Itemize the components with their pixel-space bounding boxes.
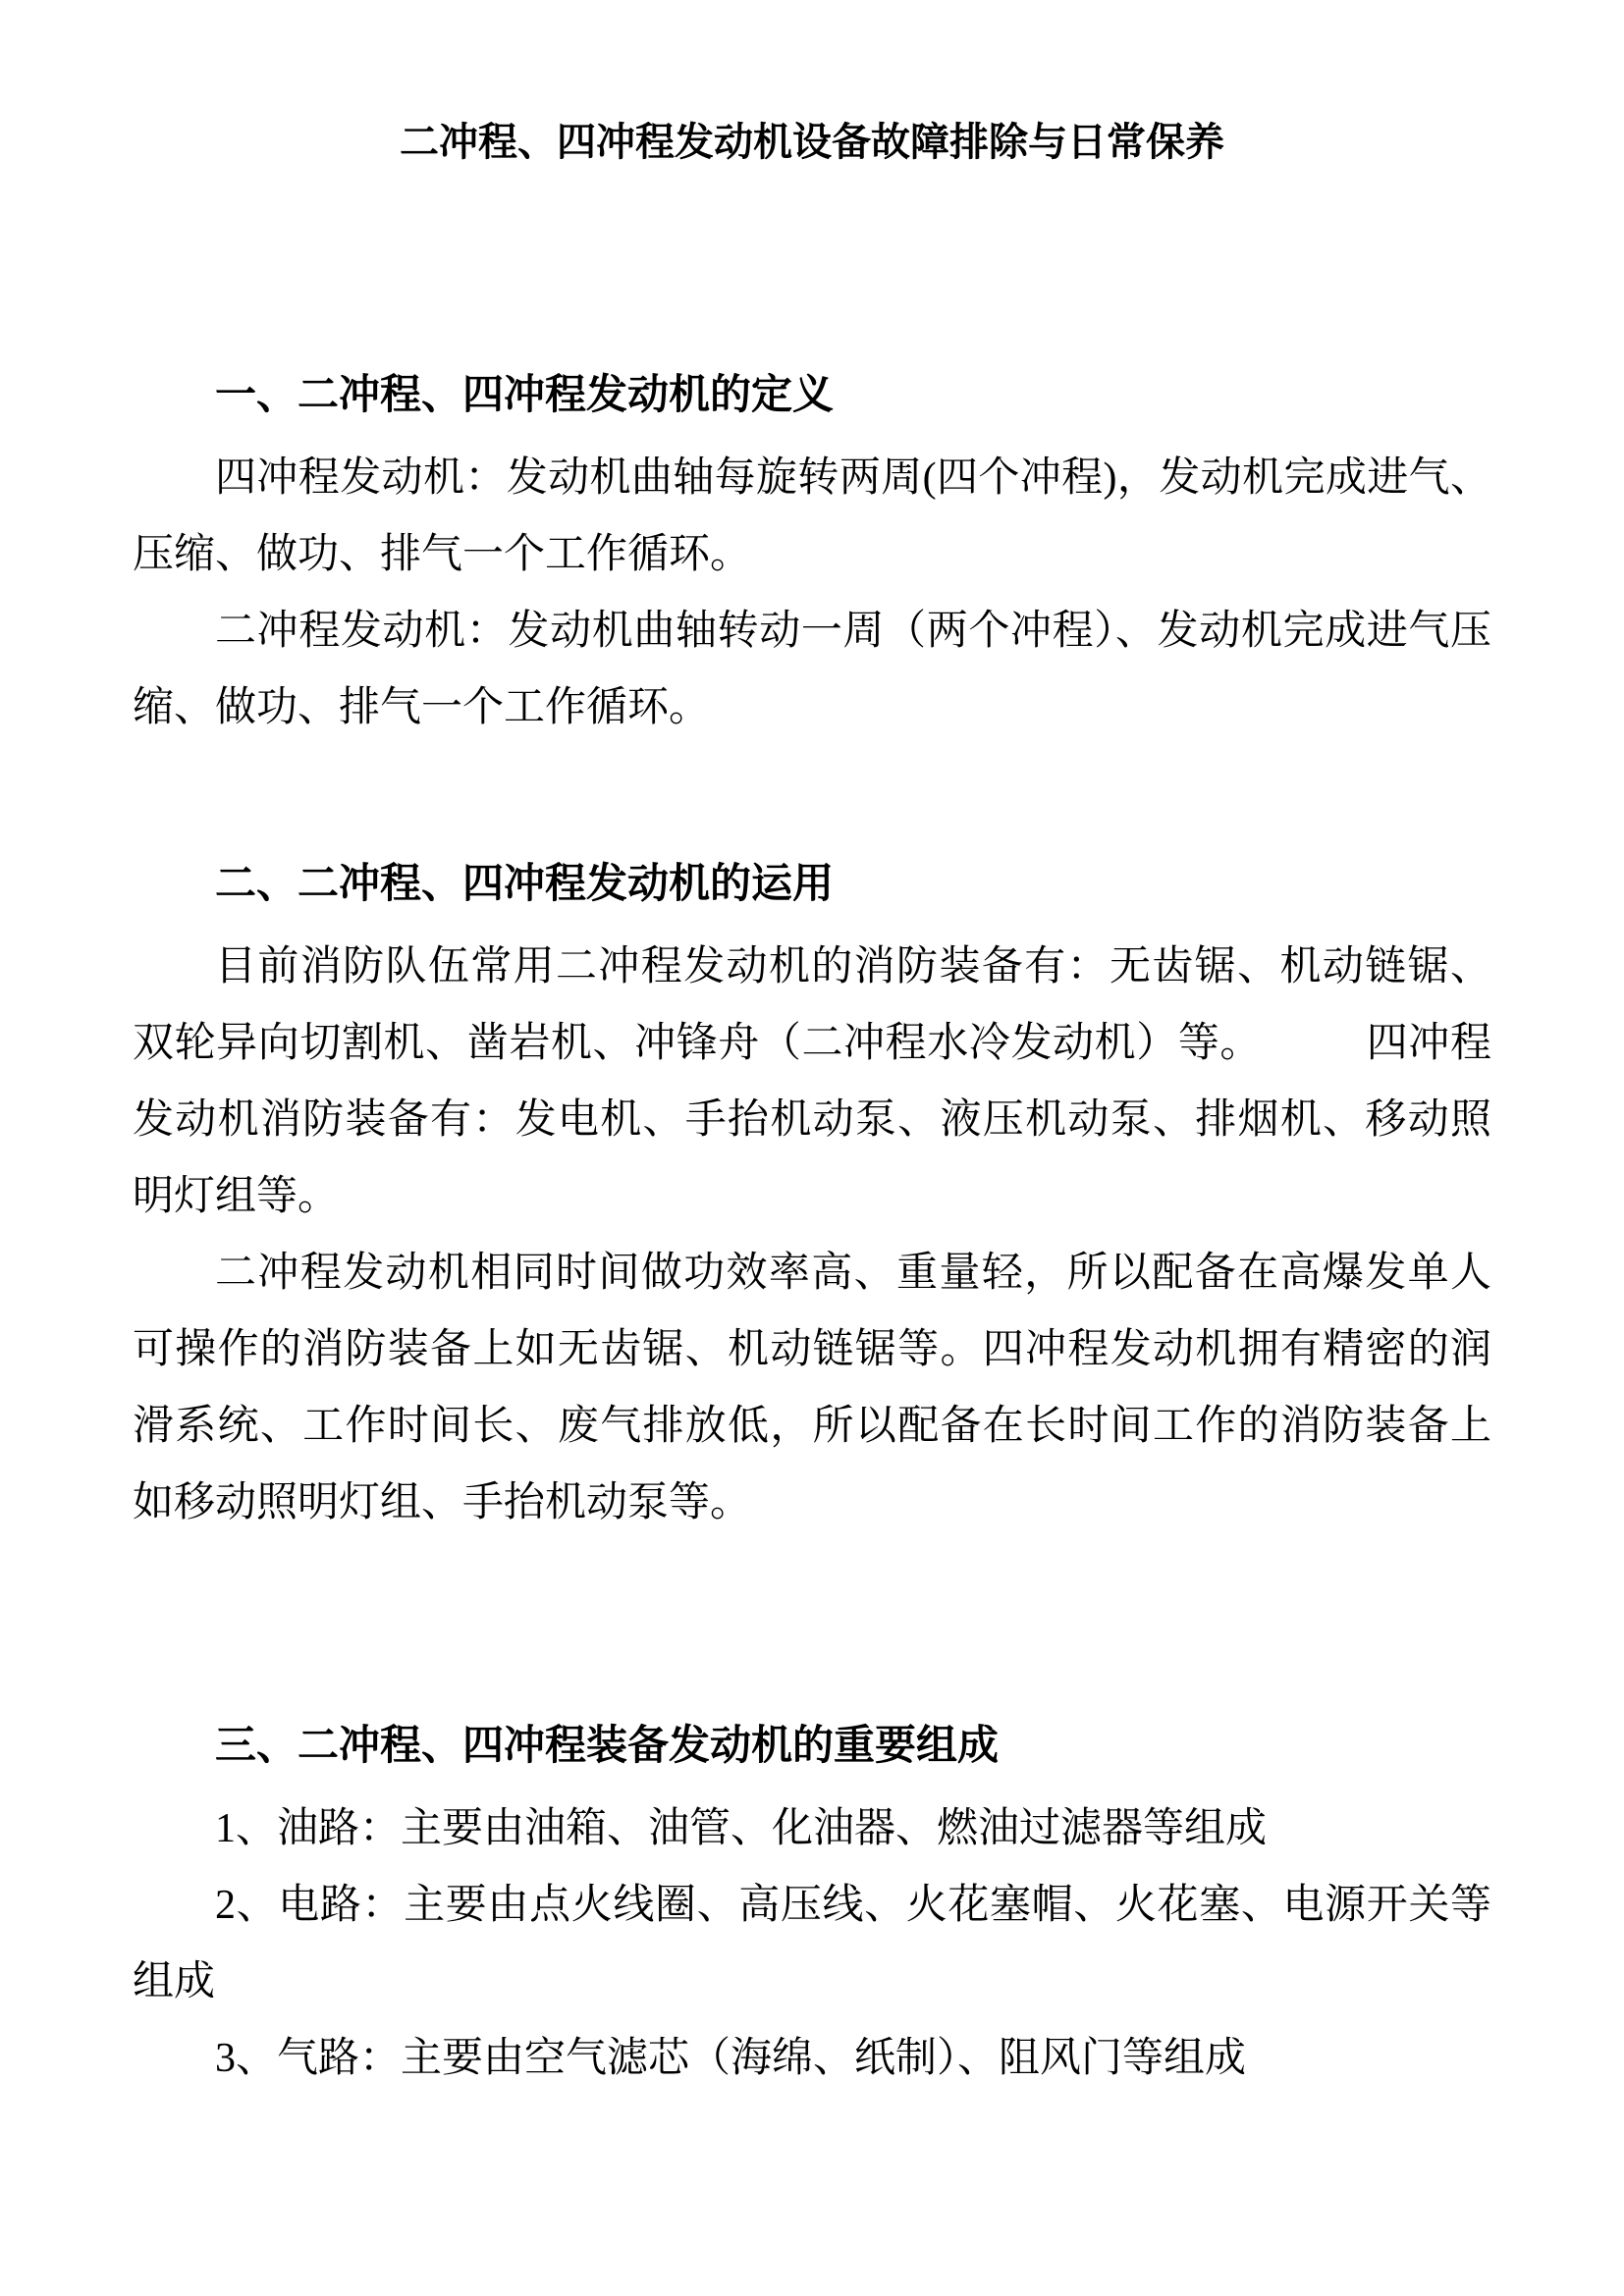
list-item-oil-circuit: 1、油路：主要由油箱、油管、化油器、燃油过滤器等组成 [215, 1806, 1268, 1851]
section-components [133, 1708, 1491, 2097]
section-applications [133, 846, 1491, 1541]
paragraph-two-stroke-definition: 二冲程发动机：发动机曲轴转动一周（两个冲程）、发动机完成进气压缩、做功、排气一个工作循环。 [133, 609, 1491, 730]
section-definitions [133, 357, 1491, 746]
section-heading-applications: 二、二冲程、四冲程发动机的运用 [215, 862, 835, 907]
list-item-electric-circuit: 2、电路：主要由点火线圈、高压线、火花塞帽、火花塞、电源开关等组成 [133, 1883, 1491, 2004]
paragraph-four-stroke-definition: 四冲程发动机：发动机曲轴每旋转两周(四个冲程)，发动机完成进气、压缩、做功、排气一个工作循环。 [133, 455, 1491, 577]
paragraph-equipment-list: 目前消防队伍常用二冲程发动机的消防装备有：无齿锯、机动链锯、双轮异向切割机、凿岩机、冲锋舟（二冲程水冷发动机）等。 四冲程发动机消防装备有：发电机、手抬机动泵、液压机动泵、排烟机、移动照明灯组等。 [133, 944, 1491, 1219]
section-heading-definitions: 一、二冲程、四冲程发动机的定义 [215, 373, 835, 418]
section-heading-components: 三、二冲程、四冲程装备发动机的重要组成 [215, 1724, 1000, 1769]
list-item-air-circuit: 3、气路：主要由空气滤芯（海绵、纸制）、阻风门等组成 [215, 2036, 1247, 2081]
paragraph-engine-comparison: 二冲程发动机相同时间做功效率高、重量轻，所以配备在高爆发单人可操作的消防装备上如无齿锯、机动链锯等。四冲程发动机拥有精密的润滑系统、工作时间长、废气排放低，所以配备在长时间工作的消防装备上如移动照明灯组、手抬机动泵等。 [133, 1251, 1491, 1525]
document-title: 二冲程、四冲程发动机设备故障排除与日常保养 [400, 120, 1224, 164]
